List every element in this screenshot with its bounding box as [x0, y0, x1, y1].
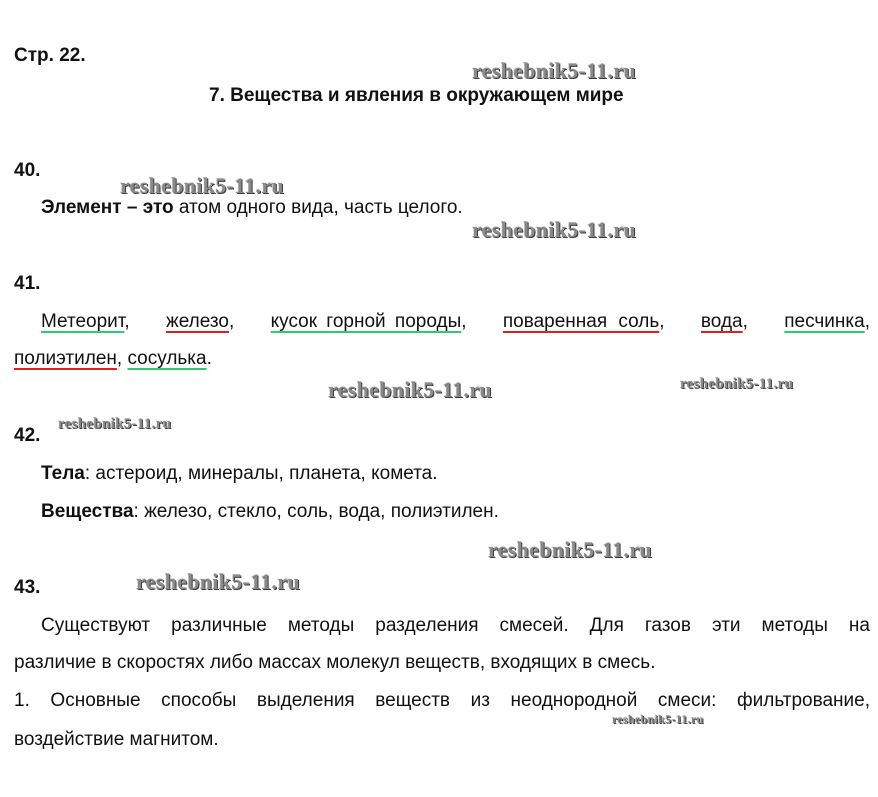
- q41-word: песчинка,: [784, 311, 870, 332]
- q40-definition: атом одного вида, часть целого.: [173, 197, 463, 218]
- watermark: reshebnik5-11.ru: [612, 712, 704, 726]
- q43-line-3: 1. Основные способы выделения веществ из неоднородной смеси: фильтрование,: [14, 690, 870, 711]
- question-number-43: 43.: [14, 577, 41, 598]
- q42-bodies: [41, 463, 438, 485]
- watermark: reshebnik5-11.ru: [488, 537, 652, 562]
- watermark: reshebnik5-11.ru: [680, 376, 794, 392]
- watermark: reshebnik5-11.ru: [472, 217, 636, 242]
- q41-word: сосулька.: [127, 348, 212, 369]
- q43-line-4: воздействие магнитом.: [14, 729, 219, 750]
- question-number-40: 40.: [14, 160, 41, 181]
- q42-substances-text: : железо, стекло, соль, вода, полиэтилен.: [133, 501, 499, 522]
- q41-word: полиэтилен,: [14, 348, 123, 369]
- q40-term: Элемент – это: [41, 197, 174, 218]
- q42-substances-label: Вещества: [41, 501, 134, 522]
- q41-line-2: [14, 348, 212, 370]
- section-title: 7. Вещества и явления в окружающем мире: [209, 85, 624, 106]
- q40-answer: [41, 197, 463, 219]
- q41-word: Метеорит,: [41, 311, 130, 332]
- q42-bodies-text: : астероид, минералы, планета, комета.: [84, 463, 438, 484]
- q41-word: железо,: [166, 311, 235, 332]
- page-label: Стр. 22.: [14, 45, 86, 66]
- watermark: reshebnik5-11.ru: [136, 569, 300, 594]
- q41-word: поваренная соль,: [502, 311, 665, 332]
- q43-line-2: различие в скоростях либо массах молекул веществ, входящих в смесь.: [14, 652, 656, 673]
- question-number-41: 41.: [14, 273, 41, 294]
- q42-substances: [41, 501, 499, 523]
- watermark: reshebnik5-11.ru: [58, 416, 172, 432]
- q41-word: кусок горной породы,: [270, 311, 467, 332]
- watermark: reshebnik5-11.ru: [120, 173, 284, 198]
- q41-word: вода,: [700, 311, 748, 332]
- question-number-42: 42.: [14, 425, 41, 446]
- watermark: reshebnik5-11.ru: [472, 58, 636, 83]
- q43-line-1: Существуют различные методы разделения смесей. Для газов эти методы на: [41, 615, 870, 636]
- q42-bodies-label: Тела: [41, 463, 85, 484]
- watermark: reshebnik5-11.ru: [328, 377, 492, 402]
- q41-line-1: [41, 311, 870, 333]
